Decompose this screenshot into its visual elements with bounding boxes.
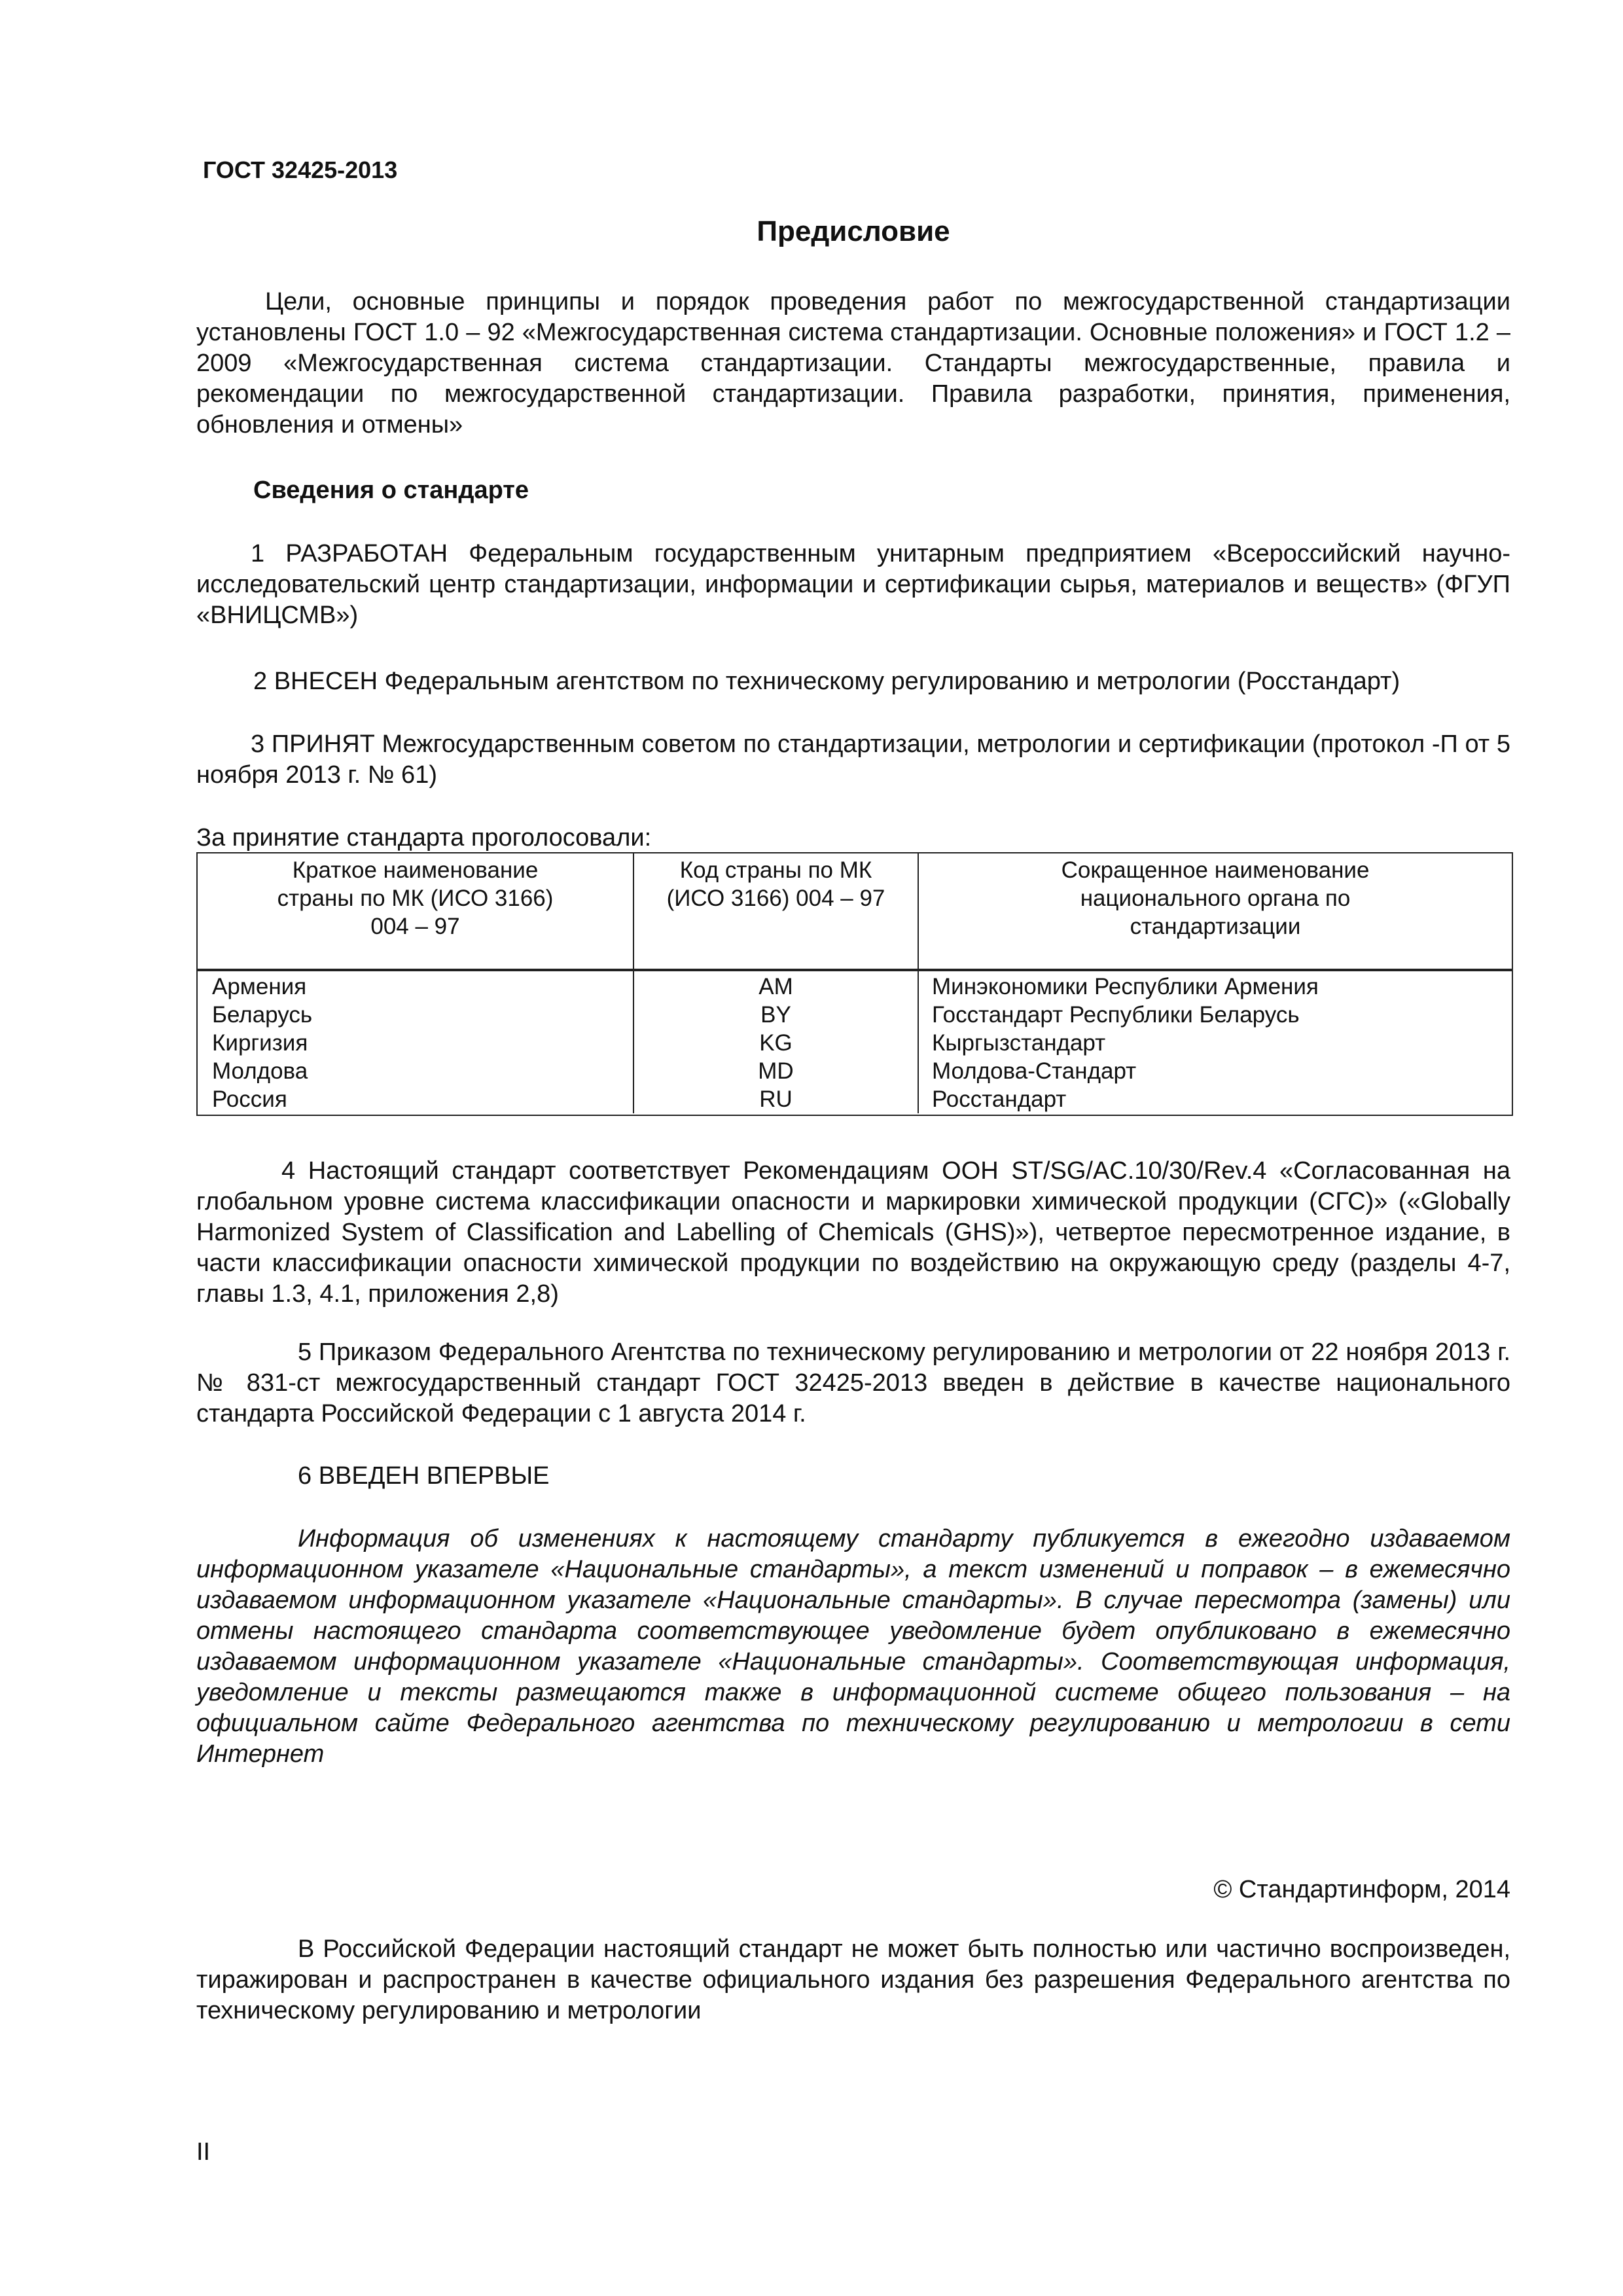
table-column-code: [633, 971, 918, 1113]
table-cell: Армения: [212, 974, 307, 999]
document-page: [196, 0, 1510, 2296]
table-header-country: Краткое наименование страны по МК (ИСО 3166) 004 – 97: [277, 857, 554, 939]
info-paragraph: Информация об изменениях к настоящему стандарту публикуется в ежегодно издаваемом информационном указателе «Национальные стандарты», а текст изменений и поправок – в ежемесячно издаваемом информационном указателе «Национальные стандарты». В случае пересмотра (замены) или отмены настоящего стандарта соответствующее уведомление будет опубликовано в ежемесячно издаваемом информационном указателе «Национальные стандарты». Соответствующая информация, уведомление и тексты размещаются также в информационной системе общего пользования – на официальном сайте Федерального агентства по техническому регулированию и метрологии в сети Интернет: [196, 1525, 1510, 1768]
table-cell: Молдова: [212, 1058, 308, 1084]
table-cell: Росстандарт: [932, 1086, 1067, 1112]
table-cell: Госстандарт Республики Беларусь: [932, 1002, 1300, 1028]
table-caption: За принятие стандарта проголосовали:: [196, 824, 652, 852]
table-header-organ: Сокращенное наименование национального органа по стандартизации: [918, 853, 1512, 969]
item-3-paragraph: 3 ПРИНЯТ Межгосударственным советом по стандартизации, метрологии и сертификации (протокол -П от 5 ноября 2013 г. № 61): [196, 730, 1510, 789]
table-column-organ: [918, 971, 1512, 1113]
table-cell: Минэкономики Республики Армения: [932, 974, 1319, 999]
table-cell: Киргизия: [212, 1030, 308, 1056]
table-body: [198, 971, 1512, 1115]
item-6-paragraph: 6 ВВЕДЕН ВПЕРВЫЕ: [298, 1462, 550, 1490]
item-4-paragraph: 4 Настоящий стандарт соответствует Рекомендациям ООН ST/SG/AC.10/30/Rev.4 «Согласованная на глобальном уровне система классификации опасности и маркировки химической продукции (СГС)» («Globally Harmonized System of Classification and Labelling of Chemicals (GHS)»), четвертое пересмотренное издание, в части классификации опасности химической продукции по воздействию на окружающую среду (разделы 4-7, главы 1.3, 4.1, приложения 2,8): [196, 1157, 1510, 1308]
table-header-code: Код страны по МК (ИСО 3166) 004 – 97: [633, 853, 918, 969]
table-cell: BY: [760, 1002, 791, 1028]
item-2-paragraph: 2 ВНЕСЕН Федеральным агентством по техническому регулированию и метрологии (Росстандарт): [253, 668, 1400, 695]
table-header-row: [198, 853, 1512, 971]
table-cell: Россия: [212, 1086, 287, 1112]
table-cell: Кыргызстандарт: [932, 1030, 1106, 1056]
section-heading: Сведения о стандарте: [253, 476, 529, 504]
table-cell: RU: [759, 1086, 793, 1112]
table-cell: Молдова-Стандарт: [932, 1058, 1137, 1084]
copyright-line: © Стандартинформ, 2014: [1213, 1876, 1510, 1903]
intro-paragraph: Цели, основные принципы и порядок проведения работ по межгосударственной стандартизации установлены ГОСТ 1.0 – 92 «Межгосударственная система стандартизации. Основные положения» и ГОСТ 1.2 – 2009 «Межгосударственная система стандартизации. Стандарты межгосударственные, правила и рекомендации по межгосударственной стандартизации. Правила разработки, принятия, применения, обновления и отмены»: [196, 288, 1510, 439]
votes-table: [196, 852, 1513, 1116]
item-5-paragraph: 5 Приказом Федерального Агентства по техническому регулированию и метрологии от 22 ноября 2013 г. № 831-ст межгосударственный стандарт ГОСТ 32425-2013 введен в действие в качестве национального стандарта Российской Федерации с 1 августа 2014 г.: [196, 1338, 1510, 1427]
document-code: ГОСТ 32425-2013: [203, 156, 398, 183]
page-number: II: [196, 2138, 211, 2166]
notice-paragraph: В Российской Федерации настоящий стандарт не может быть полностью или частично воспроизведен, тиражирован и распространен в качестве официального издания без разрешения Федерального агентства по техническому регулированию и метрологии: [196, 1935, 1510, 2024]
table-cell: AM: [758, 974, 793, 999]
table-cell: MD: [758, 1058, 794, 1084]
item-1-paragraph: 1 РАЗРАБОТАН Федеральным государственным унитарным предприятием «Всероссийский научно-исследовательский центр стандартизации, информации и сертификации сырья, материалов и веществ» (ФГУП «ВНИЦСМВ»): [196, 540, 1510, 629]
table-column-country: [198, 971, 633, 1113]
table-cell: Беларусь: [212, 1002, 313, 1028]
page-title: Предисловие: [757, 215, 950, 247]
table-cell: KG: [759, 1030, 793, 1056]
